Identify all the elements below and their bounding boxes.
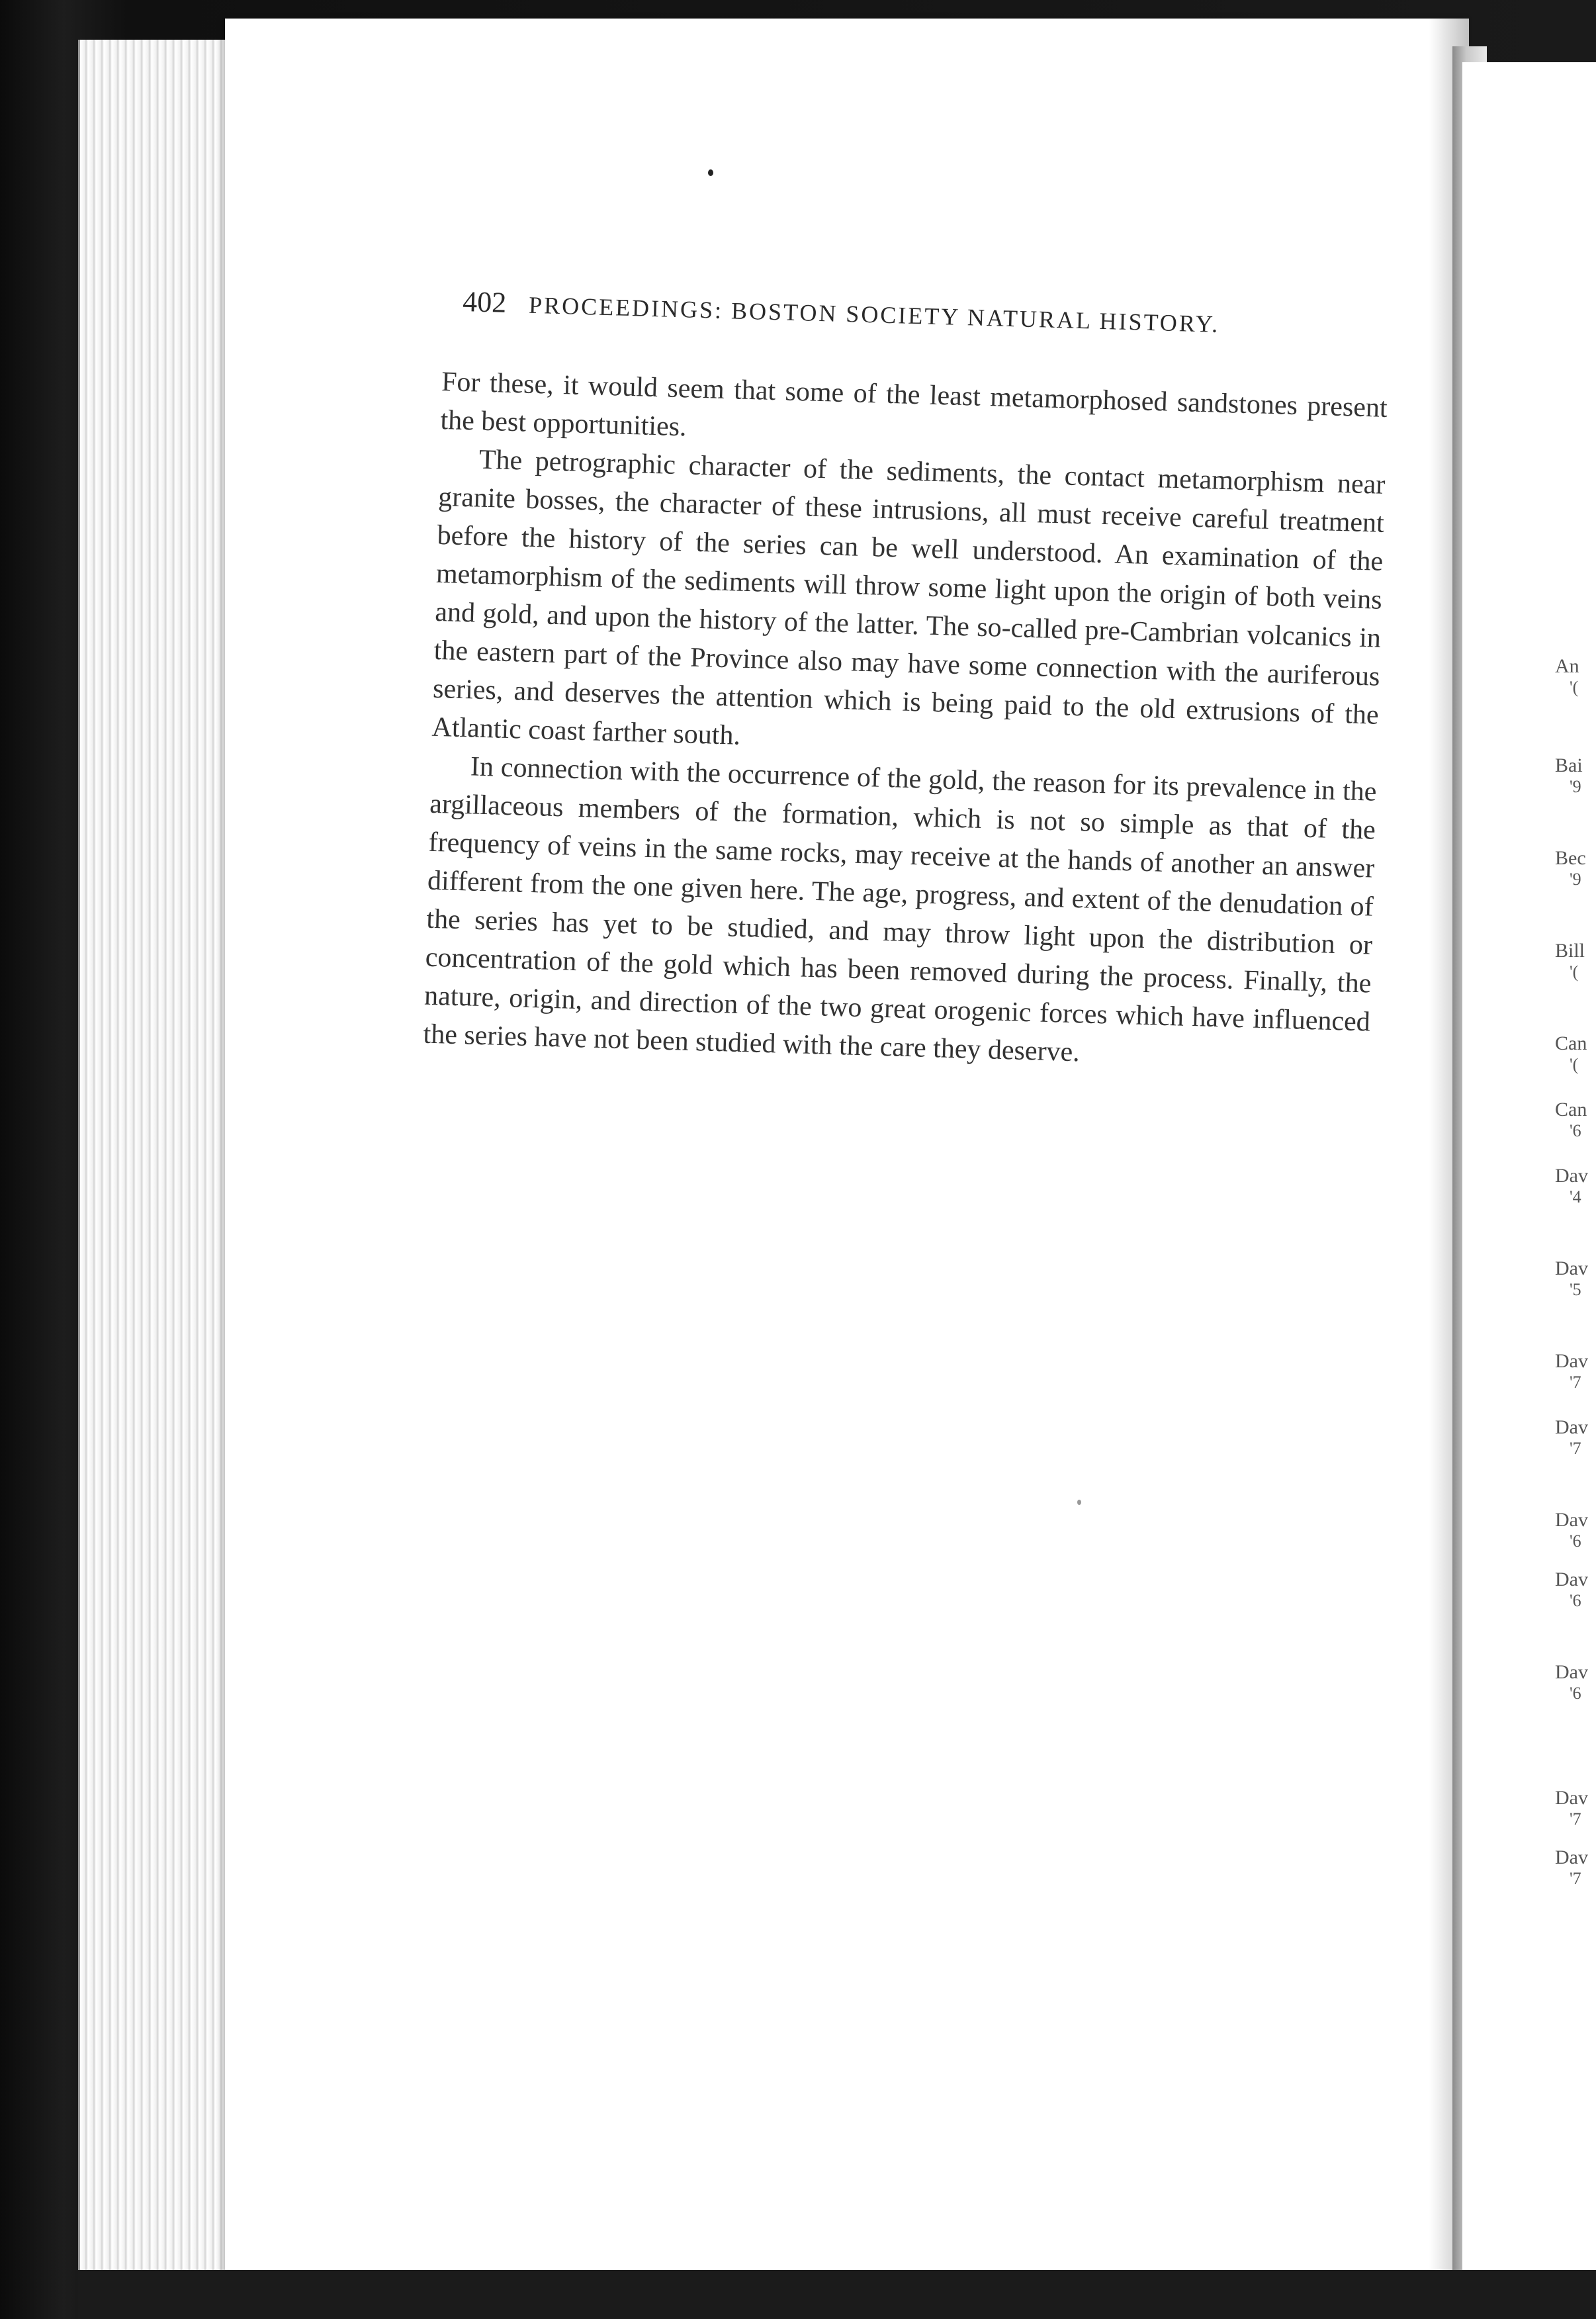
paragraph: For these, it would seem that some of the least metamorphosed sandstones present the best opportunities.	[439, 366, 1388, 443]
running-head: PROCEEDINGS: BOSTON SOCIETY NATURAL HISTORY.	[528, 291, 1220, 338]
margin-entry: Can '(	[1555, 1032, 1587, 1074]
speck	[1077, 1500, 1081, 1505]
margin-entry: Bec '9	[1555, 847, 1586, 889]
margin-entry: Bai '9	[1555, 754, 1583, 796]
paragraph: The petrographic character of the sediments, the contact metamorphism near granite bosses, the character of these intrusions, all must receive careful treatment before the history of the series can be well understood. An examination of the metamorphism of the sediments will throw some light upon the origin of both veins and gold, and upon the history of the latter. The so-called pre-Cambrian volcanics in the eastern part of the Province also may have some connection with the auriferous series, and deserves the attention which is being paid to the old extrusions of the Atlantic coast farther south.	[431, 444, 1386, 751]
margin-entry: An '(	[1555, 655, 1579, 697]
book-page	[225, 19, 1469, 2285]
next-page-margin-entries	[1555, 655, 1596, 1913]
paragraph: In connection with the occurrence of the gold, the reason for its prevalence in the argillaceous members of the formation, which is not so simple as that of the frequency of veins in the same rocks, may receive at the hands of another an answer different from the one given here. The age, progress, and extent of the denudation of the series has yet to be studied, and may throw light upon the distribution or concentration of the gold which has been removed during the process. Finally, the nature, origin, and direction of the two great orogenic forces which have influenced the series have not been studied with the care they deserve.	[423, 751, 1378, 1068]
page-number: 402	[462, 285, 507, 319]
margin-entry: Dav '6	[1555, 1569, 1588, 1610]
margin-entry: Dav '5	[1555, 1257, 1588, 1299]
margin-entry: Dav '7	[1555, 1416, 1588, 1458]
book-page-edges	[78, 40, 245, 2283]
margin-entry: Bill '(	[1555, 940, 1585, 981]
margin-entry: Dav '7	[1555, 1846, 1588, 1888]
margin-entry: Dav '4	[1555, 1165, 1588, 1206]
bottom-edge	[78, 2270, 1596, 2319]
margin-entry: Dav '7	[1555, 1787, 1588, 1829]
margin-entry: Dav '6	[1555, 1661, 1588, 1703]
margin-entry: Dav '7	[1555, 1350, 1588, 1392]
margin-entry: Can '6	[1555, 1099, 1587, 1140]
body-text	[423, 363, 1388, 1080]
speck	[708, 169, 713, 176]
margin-entry: Dav '6	[1555, 1509, 1588, 1551]
